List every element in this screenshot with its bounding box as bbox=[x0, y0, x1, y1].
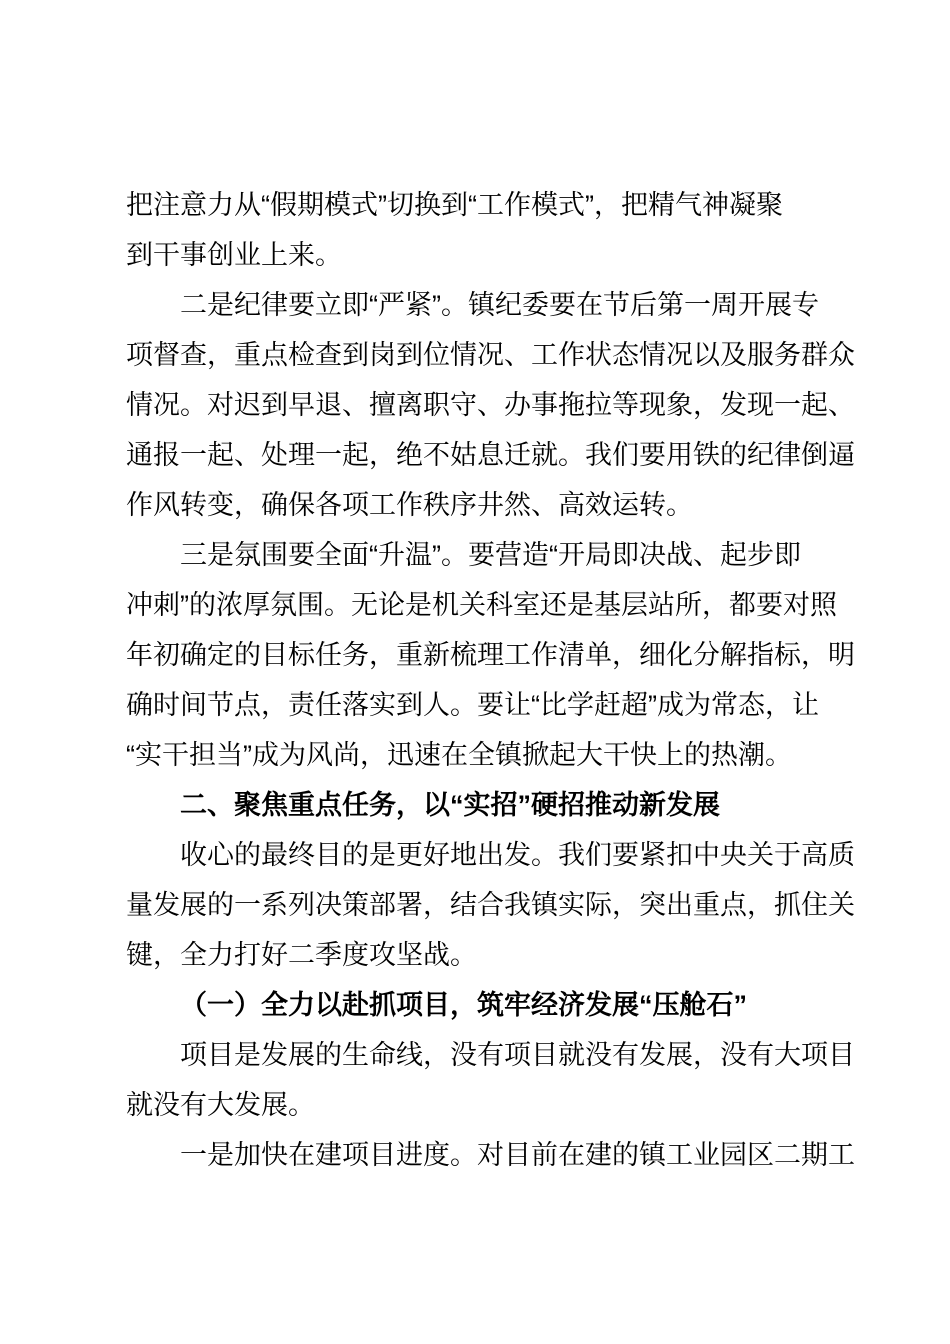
doc-line-20: 一是加快在建项目进度。对目前在建的镇工业园区二期工 bbox=[180, 1140, 855, 1170]
doc-line-18: 项目是发展的生命线，没有项目就没有发展，没有大项目 bbox=[180, 1040, 855, 1070]
doc-line-2: 到干事创业上来。 bbox=[126, 240, 342, 270]
doc-line-9: 冲刺”的浓厚氛围。无论是机关科室还是基层站所，都要对照 bbox=[126, 590, 837, 620]
doc-line-5: 情况。对迟到早退、擅离职守、办事拖拉等现象，发现一起、 bbox=[126, 390, 855, 420]
section-heading-2: 二、聚焦重点任务，以“实招”硬招推动新发展 bbox=[180, 790, 720, 820]
doc-line-7: 作风转变，确保各项工作秩序井然、高效运转。 bbox=[126, 490, 693, 520]
text-block bbox=[126, 180, 862, 1180]
doc-line-16: 键，全力打好二季度攻坚战。 bbox=[126, 940, 477, 970]
doc-line-4: 项督查，重点检查到岗到位情况、工作状态情况以及服务群众 bbox=[126, 340, 855, 370]
doc-line-8: 三是氛围要全面“升温”。要营造“开局即决战、起步即 bbox=[180, 540, 801, 570]
doc-line-14: 收心的最终目的是更好地出发。我们要紧扣中央关于高质 bbox=[180, 840, 855, 870]
subsection-heading-2-1: （一）全力以赴抓项目，筑牢经济发展“压舱石” bbox=[180, 990, 747, 1020]
doc-line-1: 把注意力从“假期模式”切换到“工作模式”，把精气神凝聚 bbox=[126, 190, 783, 220]
doc-line-19: 就没有大发展。 bbox=[126, 1090, 315, 1120]
doc-line-3: 二是纪律要立即“严紧”。镇纪委要在节后第一周开展专 bbox=[180, 290, 819, 320]
doc-line-10: 年初确定的目标任务，重新梳理工作清单，细化分解指标，明 bbox=[126, 640, 855, 670]
doc-line-15: 量发展的一系列决策部署，结合我镇实际，突出重点，抓住关 bbox=[126, 890, 855, 920]
doc-line-12: “实干担当”成为风尚，迅速在全镇掀起大干快上的热潮。 bbox=[126, 740, 792, 770]
doc-line-6: 通报一起、处理一起，绝不姑息迁就。我们要用铁的纪律倒逼 bbox=[126, 440, 855, 470]
doc-line-11: 确时间节点，责任落实到人。要让“比学赶超”成为常态，让 bbox=[126, 690, 819, 720]
